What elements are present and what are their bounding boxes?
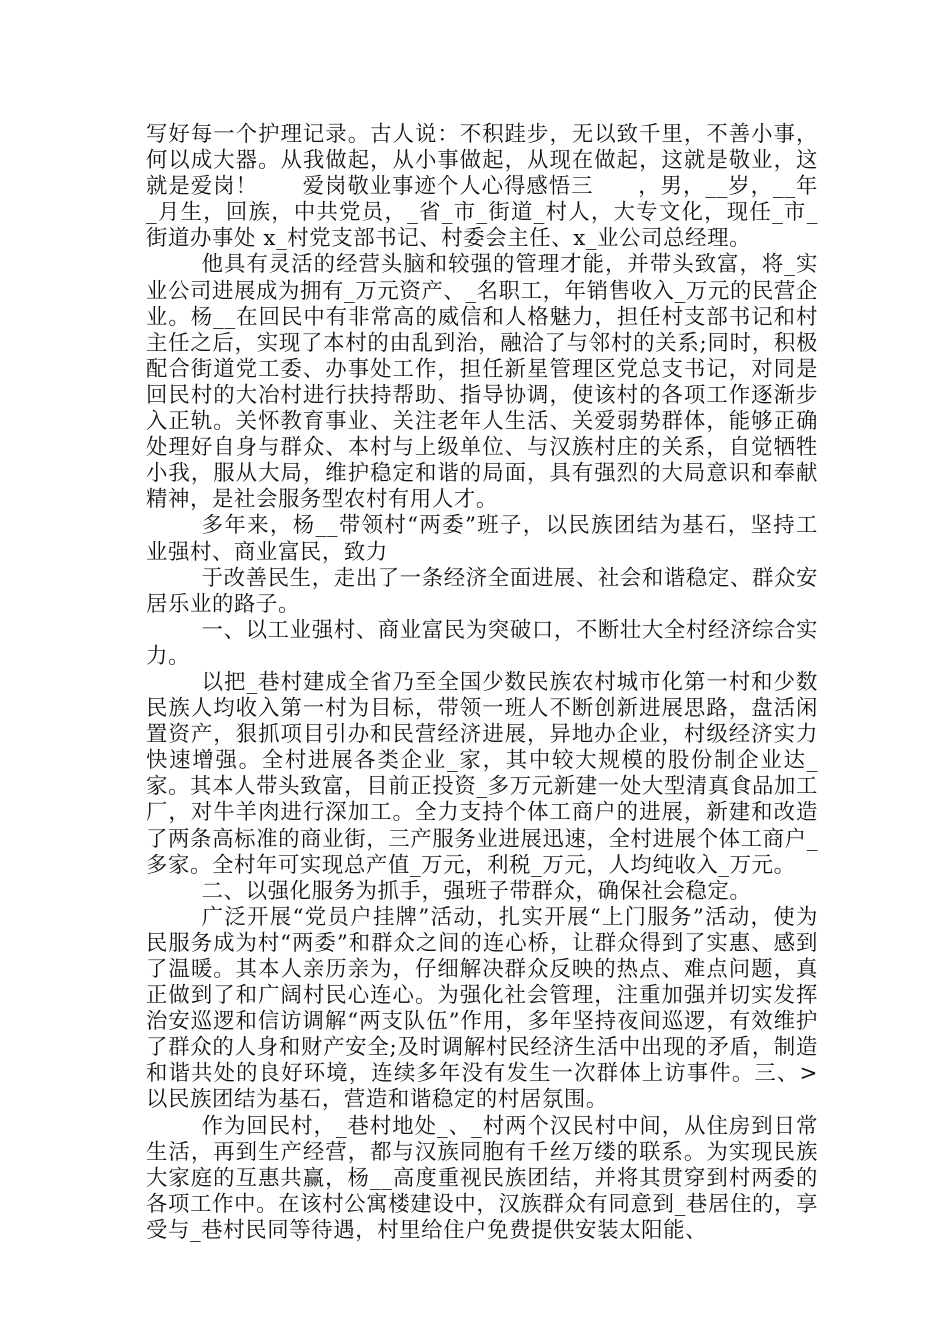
paragraph: 他具有灵活的经营头脑和较强的管理才能，并带头致富，将_实业公司进展成为拥有_万元资产、_名职工，年销售收入_万元的民营企业。杨__在回民中有非常高的威信和人格魅力，担任村支部书记和村主任之后，实现了本村的由乱到治，融洽了与邻村的关系;同时，积极配合街道党工委、办事处工作，担任新星管理区党总支书记，对同是回民村的大冶村进行扶持帮助、指导协调，使该村的各项工作逐渐步入正轨。关怀教育事业、关注老年人生活、关爱弱势群体，能够正确处理好自身与群众、本村与上级单位、与汉族村庄的关系，自觉牺牲小我，服从大局，维护稳定和谐的局面，具有强烈的大局意识和奉献精神，是社会服务型农村有用人才。 <box>146 252 818 513</box>
paragraph: 作为回民村，_巷村地处_、_村两个汉民村中间，从住房到日常生活，再到生产经营，都与汉族同胞有千丝万缕的联系。为实现民族大家庭的互惠共赢，杨__高度重视民族团结，并将其贯穿到村两委的各项工作中。在该村公寓楼建设中，汉族群众有同意到_巷居住的，享受与_巷村民同等待遇，村里给住户免费提供安装太阳能、 <box>146 1113 818 1243</box>
paragraph: 二、以强化服务为抓手，强班子带群众，确保社会稳定。 <box>201 878 752 904</box>
paragraph: 以把_巷村建成全省乃至全国少数民族农村城市化第一村和少数民族人均收入第一村为目标，带领一班人不断创新进展思路，盘活闲置资产，狠抓项目引办和民营经济进展，异地办企业，村级经济实力快速增强。全村进展各类企业_家，其中较大规模的股份制企业达_家。其本人带头致富，目前正投资_多万元新建一处大型清真食品加工厂，对牛羊肉进行深加工。全力支持个体工商户的进展，新建和改造了两条高标准的商业街，三产服务业进展迅速，全村进展个体工商户_多家。全村年可实现总产值_万元，利税_万元，人均纯收入_万元。 <box>146 669 818 878</box>
document-body <box>146 122 818 1244</box>
paragraph: 一、以工业强村、商业富民为突破口，不断壮大全村经济综合实力。 <box>146 617 818 669</box>
paragraph: 广泛开展“党员户挂牌”活动，扎实开展“上门服务”活动，使为民服务成为村“两委”和群众之间的连心桥，让群众得到了实惠、感到了温暖。其本人亲历亲为，仔细解决群众反映的热点、难点问题，真正做到了和广阔村民心连心。为强化社会管理，注重加强并切实发挥治安巡逻和信访调解“两支队伍”作用，多年坚持夜间巡逻，有效维护了群众的人身和财产安全;及时调解村民经济生活中出现的矛盾，制造和谐共处的良好环境，连续多年没有发生一次群体上访事件。三、>以民族团结为基石，营造和谐稳定的村居氛围。 <box>146 904 818 1113</box>
paragraph: 写好每一个护理记录。古人说：不积跬步，无以致千里，不善小事，何以成大器。从我做起，从小事做起，从现在做起，这就是敬业，这就是爱岗！ 爱岗敬业事迹个人心得感悟三 ，男，__岁，__年 _月生，回族，中共党员，_省_市_街道_村人，大专文化，现任_市_街道办事处 x_村党支部书记、村委会主任、x_业公司总经理。 <box>146 122 818 252</box>
paragraph: 多年来，杨__带领村“两委”班子，以民族团结为基石，坚持工业强村、商业富民，致力 <box>146 513 818 565</box>
paragraph: 于改善民生，走出了一条经济全面进展、社会和谐稳定、群众安居乐业的路子。 <box>146 565 818 617</box>
